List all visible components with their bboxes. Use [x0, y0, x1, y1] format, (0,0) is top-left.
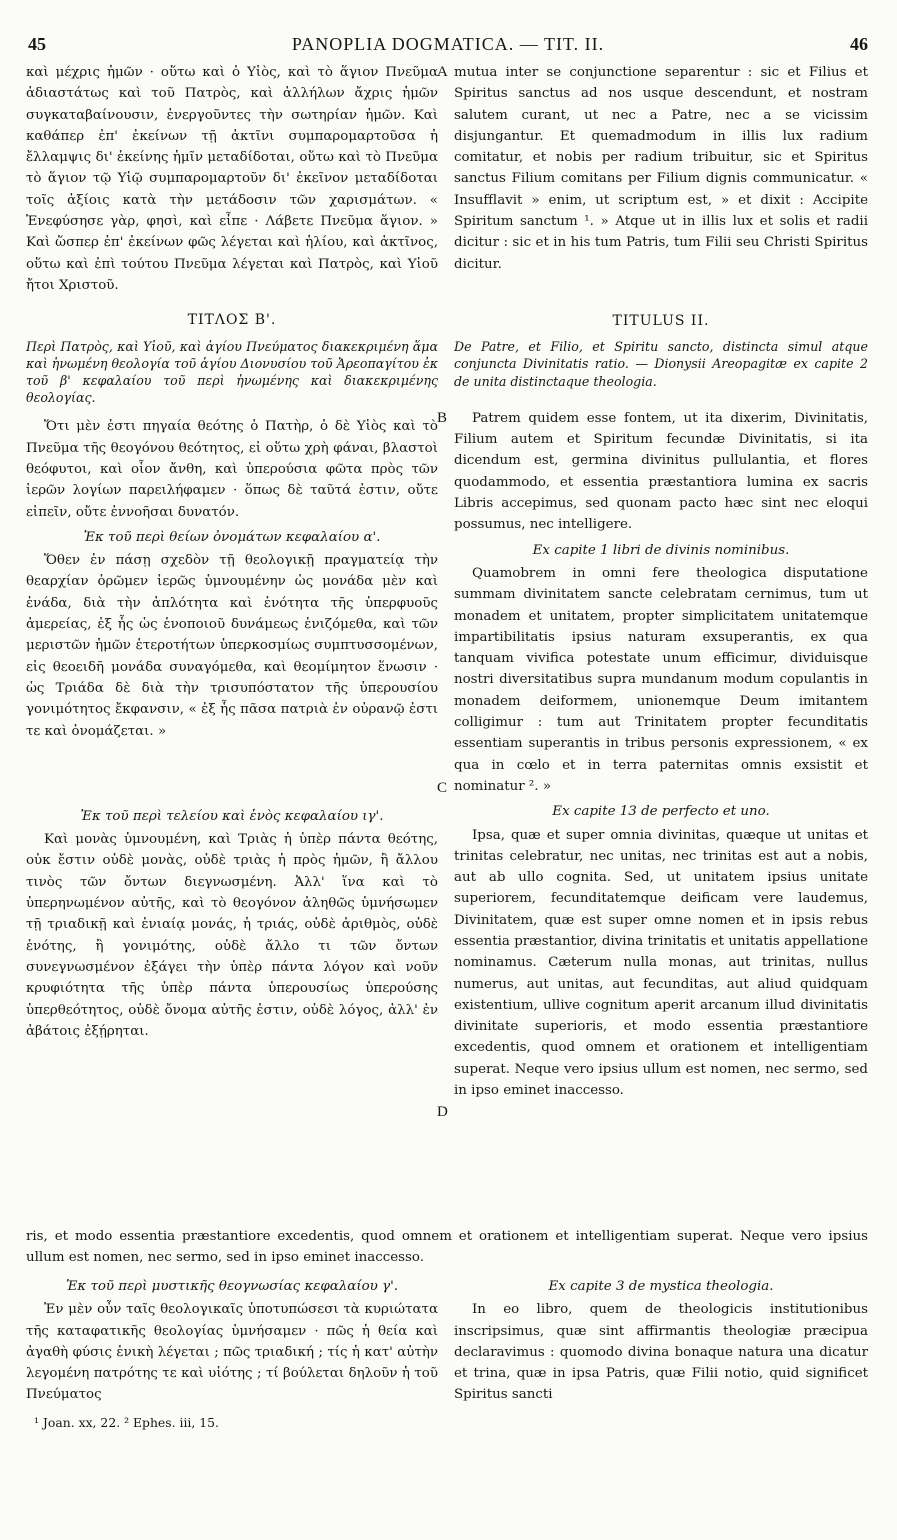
- margin-letter-d: D: [437, 1104, 448, 1120]
- greek-column: [26, 62, 438, 1042]
- greek-subheading-1: Ἐκ τοῦ περὶ θείων ὀνομάτων κεφαλαίου α'.: [83, 529, 381, 545]
- latin-subheading-1: Ex capite 1 libri de divinis nominibus.: [532, 542, 790, 558]
- latin-bottom-column: [454, 1272, 868, 1406]
- greek-intro: καὶ μέχρις ἡμῶν · οὕτω καὶ ὁ Υἱὸς, καὶ τὸ ἅγιον Πνεῦμα ἀδιαστάτως καὶ τοῦ Πατρὸς, καὶ ἀλλήλων ἄχρις ἡμῶν συγκαταβαίνουσιν, ἐνεργοῦντες τὴν σωτηρίαν ἡμῶν. Καὶ καθάπερ ἐπ' ἐκείνων τῇ ἀκτῖνι συμπαρομαρτοῦσα ἡ ἔλλαμψις δι' ἐκείνης ἡμῖν μεταδίδοται, οὕτω καὶ τὸ Πνεῦμα τὸ ἅγιον τῷ Υἱῷ συμπαρομαρτοῦν δι' ἐκεῖνον μεταδίδοται τοῖς ἀξίοις κατὰ τὴν μετάδοσιν τῶν χαρισμάτων. « Ἐνεφύσησε γὰρ, φησὶ, καὶ εἶπε · Λάβετε Πνεῦμα ἅγιον. » Καὶ ὥσπερ ἐπ' ἐκείνων φῶς λέγεται καὶ ἡλίου, καὶ ἀκτῖνος, οὕτω καὶ ἐπὶ τούτου Πνεῦμα λέγεται καὶ Πατρὸς, καὶ Υἱοῦ ἤτοι Χριστοῦ.: [26, 65, 438, 293]
- greek-subheading-2: Ἐκ τοῦ περὶ τελείου καὶ ἑνὸς κεφαλαίου ιγ'.: [80, 808, 384, 824]
- latin-paragraph-1: Patrem quidem esse fontem, ut ita dixerim, Divinitatis, Filium autem et Spiritum fecundæ Divinitatis, si ita dicendum est, germina divinitus pullulantia, et flores quodammodo, et essentia præstantiora lumina ex sacris Libris accepimus, sed quonam pacto hæc sint nec eloqui possumus, nec intelligere.: [454, 410, 868, 533]
- latin-subheading-2: Ex capite 13 de perfecto et uno.: [552, 804, 770, 820]
- latin-column: [454, 62, 868, 1099]
- latin-subheading-3: Ex capite 3 de mystica theologia.: [548, 1279, 774, 1294]
- margin-letter-a: A: [437, 64, 448, 80]
- full-width-continuation: ris, et modo essentia præstantiore excedentis, quod omnem et orationem et intelligentiam superat. Neque vero ipsius ullum est nomen, nec sermo, sed in ipso eminet inaccesso.: [26, 1229, 868, 1266]
- greek-paragraph-1: Ὅτι μὲν ἐστι πηγαία θεότης ὁ Πατὴρ, ὁ δὲ Υἱὸς καὶ τὸ Πνεῦμα τῆς θεογόνου θεότητος, εἰ οὕτω χρὴ φάναι, βλαστοὶ θεόφυτοι, καὶ οἷον ἄνθη, καὶ ὑπερούσια φῶτα πρὸς τῶν ἱερῶν λογίων παρειλήφαμεν · ὅπως δὲ ταῦτά ἐστιν, οὔτε εἰπεῖν, οὔτε ἐννοῆσαι δυνατόν.: [26, 419, 438, 520]
- latin-lemma: De Patre, et Filio, et Spiritu sancto, distincta simul atque conjuncta Divinitatis ratio. — Dionysii Areopagitæ ex capite 2 de unita distinctaque theologia.: [454, 339, 868, 389]
- greek-lemma: Περὶ Πατρὸς, καὶ Υἱοῦ, καὶ ἁγίου Πνεύματος διακεκριμένη ἅμα καὶ ἡνωμένη θεολογία τοῦ ἁγίου Διονυσίου τοῦ Ἀρεοπαγίτου ἐκ τοῦ β' κεφαλαίου τοῦ περὶ ἡνωμένης καὶ διακεκριμένης θεολογίας.: [26, 338, 438, 406]
- greek-subheading-3: Ἐκ τοῦ περὶ μυστικῆς θεογνωσίας κεφαλαίου γ'.: [65, 1279, 399, 1294]
- footnotes: ¹ Joan. xx, 22. ² Ephes. iii, 15.: [34, 1414, 219, 1430]
- greek-bottom-column: [26, 1272, 438, 1433]
- page-number-left: 45: [28, 34, 46, 54]
- running-title: PANOPLIA DOGMATICA. — TIT. II.: [291, 34, 605, 54]
- greek-paragraph-3: Καὶ μονὰς ὑμνουμένη, καὶ Τριὰς ἡ ὑπὲρ πάντα θεότης, οὐκ ἔστιν οὐδὲ μονὰς, οὐδὲ τριὰς ἡ πρὸς ἡμῶν, ἢ ἄλλου τινὸς τῶν ὄντων διεγνωσμένη. Ἀλλ' ἵνα καὶ τὸ ὑπερηνωμένον αὐτῆς, καὶ τὸ θεογόνον ἀληθῶς ὑμνήσωμεν τῇ τριαδικῇ καὶ ἑνιαίᾳ μονάς, ἡ τριάς, οὐδὲ ἀριθμὸς, οὐδὲ ἑνότης, ἢ γονιμότης, οὐδὲ ἄλλο τι τῶν ὄντων συνεγνωσμένον ἐξάγει τὴν ὑπὲρ πάντα λόγον καὶ νοῦν κρυφιότητα τῆς ὑπὲρ πάντα ὑπερουσίως ὑπερούσης ὑπερθεότητος, οὐδὲ ὄνομα αὐτῆς ἐστιν, οὐδὲ λόγος, ἀλλ' ἐν ἀβάτοις ἐξῄρηται.: [26, 832, 438, 1039]
- latin-paragraph-4: In eo libro, quem de theologicis institutionibus inscripsimus, quæ sint affirmantis theologiæ præcipua declaravimus : quomodo divina bonaque natura una dicatur et trina, quæ in ipsa Patris, quæ Filii notio, quid significet Spiritus sancti: [454, 1302, 868, 1403]
- page-number-right: 46: [850, 34, 868, 54]
- margin-letter-c: C: [437, 780, 448, 796]
- latin-paragraph-2: Quamobrem in omni fere theologica disputatione summam divinitatem sancte celebratam cernimus, tum ut monadem et unitatem, propter simplicitatem unitatemque impartibilitatis ipsius naturam exsuperantis, ex qua tanquam vivifica potestate unum efficimur, dividuisque nostri diversitatibus supra mundanum modum copulantis in monadem deiformem, unionemque Deum imitantem colligimur : tum aut Trinitatem propter fecunditatis essentiam superantis in tribus personis expressionem, « ex qua in cœlo et in terra paternitas omnis exsistit et nominatur ². »: [454, 565, 868, 794]
- page-header: [28, 34, 868, 58]
- greek-paragraph-4: Ἐν μὲν οὖν ταῖς θεολογικαῖς ὑποτυπώσεσι τὰ κυριώτατα τῆς καταφατικῆς θεολογίας ὑμνήσαμεν · πῶς ἡ θεία καὶ ἀγαθὴ φύσις ἑνικὴ λέγεται ; πῶς τριαδική ; τίς ἡ κατ' αὐτὴν λεγομένη πατρότης τε καὶ υἱότης ; τί βούλεται δηλοῦν ἡ τοῦ Πνεύματος: [26, 1302, 438, 1403]
- greek-paragraph-2: Ὅθεν ἐν πάσῃ σχεδὸν τῇ θεολογικῇ πραγματείᾳ τὴν θεαρχίαν ὁρῶμεν ἱερῶς ὑμνουμένην ὡς μονάδα μὲν καὶ ἑνάδα, διὰ τὴν ἁπλότητα καὶ ἑνότητα τῆς ὑπερφυοῦς ἀμερείας, ἐξ ἧς ὡς ἑνοποιοῦ δυνάμεως ἑνιζόμεθα, καὶ τῶν μεριστῶν ἡμῶν ἑτεροτήτων ὑπερκοσμίως συμπτυσσομένων, εἰς θεοειδῆ μονάδα συναγόμεθα, καὶ θεομίμητον ἕνωσιν · ὡς Τριάδα δὲ διὰ τὴν τρισυπόστατον τῆς ὑπερουσίου γονιμότητος ἔκφανσιν, « ἐξ ἧς πᾶσα πατριὰ ἐν οὐρανῷ ἐστι τε καὶ ὀνομάζεται. »: [26, 553, 438, 739]
- margin-letter-b: B: [437, 410, 448, 426]
- latin-intro: mutua inter se conjunctione separentur : sic et Filius et Spiritus sanctus ad nos usque descendunt, et nostram salutem curant, ut nec a Patre, nec a se vicissim disjungantur. Et quemadmodum in illis lux radium comitatur, et nobis per radium tribuitur, sic et Spiritus sanctus Filium comitans per Filium dignis communicatur. « Insufflavit » enim, ut scriptum est, » et dixit : Accipite Spiritum sanctum ¹. » Atque ut in illis lux et solis et radii dicitur : sic et in his tum Patris, tum Filii seu Christi Spiritus dicitur.: [454, 65, 868, 272]
- greek-title: ΤΙΤΛΟΣ Β'.: [187, 312, 277, 329]
- latin-paragraph-3: Ipsa, quæ et super omnia divinitas, quæque ut unitas et trinitas celebratur, nec unitas, nec trinitas est aut a nobis, aut ab ullo cognita. Sed, ut unitatem ipsius unitate superiorem, fecunditatemque deificam vere laudemus, Divinitatem, quæ est super omne nomen et in ipsis rebus essentia præstantior, divina trinitatis et unitatis appellatione nominamus. Cæterum nulla monas, aut trinitas, nullus numerus, aut unitas, aut fecunditas, aut aliud quidquam existentium, ullive cognitum aperit arcanum illud divinitatis divinitate superioris, et modo essentia præstantiore excedentis, quod omnem et orationem et intelligentiam superat. Neque vero ipsius ullum est nomen, nec sermo, sed in ipso eminet inaccesso.: [454, 827, 868, 1099]
- latin-title: TITULUS II.: [612, 312, 710, 329]
